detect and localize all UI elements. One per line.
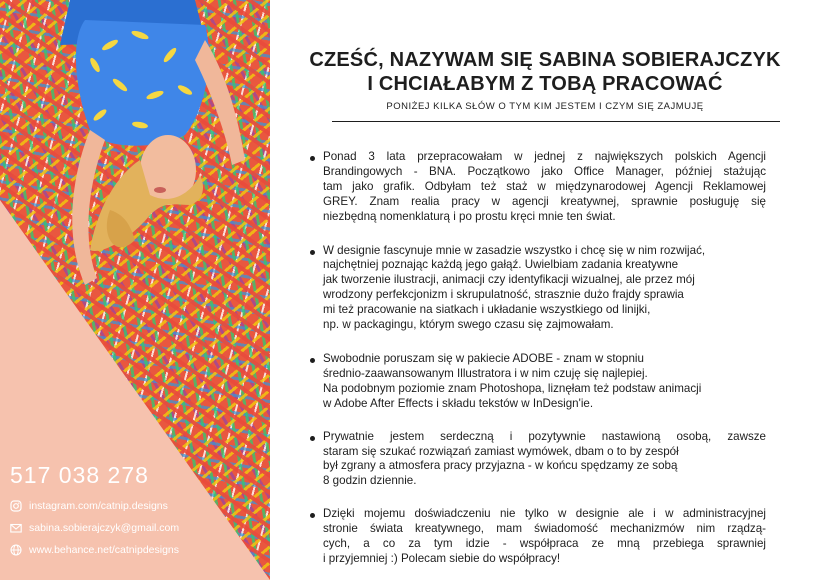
bullet-line: mi też pracowanie na siatkach i układanie wszystkiego od linijki, xyxy=(323,303,651,317)
bullet-summary xyxy=(310,507,766,567)
bullet-experience xyxy=(310,150,766,225)
bullet-list xyxy=(310,150,766,567)
page-title xyxy=(290,48,800,96)
email-link[interactable]: sabina.sobierajczyk@gmail.com xyxy=(29,522,180,534)
divider xyxy=(332,121,780,122)
page-subtitle: PONIŻEJ KILKA SŁÓW O TYM KIM JESTEM I CZYM SIĘ ZAJMUJĘ xyxy=(386,101,704,112)
bullet-line: niezbędną nomenklaturą i po prostu kręci mnie ten świat. xyxy=(323,209,616,223)
website-contact[interactable] xyxy=(10,544,179,556)
phone-number[interactable]: 517 038 278 xyxy=(10,462,149,488)
bullet-line: Ponad 3 lata przepracowałam w jednej z największych polskich Agencji xyxy=(323,150,766,163)
content-area xyxy=(290,0,800,580)
bullet-line: w Adobe After Effects i składu tekstów w InDesign'ie. xyxy=(323,396,594,410)
bullet-personality xyxy=(310,430,766,490)
website-link[interactable]: www.behance.net/catnipdesigns xyxy=(29,544,180,556)
instagram-icon xyxy=(10,500,22,512)
email-contact[interactable] xyxy=(10,522,179,534)
instagram-contact[interactable] xyxy=(10,500,168,512)
email-icon xyxy=(10,522,22,534)
bullet-line: np. w packagingu, którym swego czasu się zajmowałam. xyxy=(323,318,614,332)
bullet-line: cych, a co za tym idzie - współpraca ze mną przebiega sprawniej xyxy=(323,537,766,551)
title-line-1: CZEŚĆ, NAZYWAM SIĘ SABINA SOBIERAJCZYK xyxy=(309,49,781,71)
bullet-line: GREY. Znam realia pracy w agencji kreatywnej, sprawnie posługuję się xyxy=(323,194,766,208)
bullet-line: najchętniej poznając każdą jego gałąź. Uwielbiam zadania kreatywne xyxy=(323,258,679,272)
bullet-line: Dzięki mojemu doświadczeniu nie tylko w designie ale i w administracyjnej xyxy=(323,507,766,521)
title-line-2: I CHCIAŁABYM Z TOBĄ PRACOWAĆ xyxy=(367,73,723,95)
bullet-line: Prywatnie jestem serdeczną i pozytywnie nastawioną osobą, zawsze xyxy=(323,429,766,443)
bullet-line: i przyjemniej :) Polecam siebie do współpracy! xyxy=(323,551,561,565)
bullet-line: jak tworzenie ilustracji, animacji czy identyfikacji wizualnej, ale przez mój xyxy=(323,273,695,287)
bullet-line: 8 godzin dziennie. xyxy=(323,474,417,488)
bullet-line: średnio-zaawansowanym Illustratora i w nim czuję się najlepiej. xyxy=(323,366,648,380)
bullet-line: Brandingowych - BNA. Początkowo jako Office Manager, później stażując xyxy=(323,164,766,178)
bullet-design-passion xyxy=(310,244,766,333)
globe-icon xyxy=(10,544,22,556)
bullet-line: Na podobnym poziomie znam Photoshopa, liznęłam też podstaw animacji xyxy=(323,381,702,395)
bullet-line: staram się szukać rozwiązań zamiast wymówek, dbam o to by zespół xyxy=(323,444,679,458)
bullet-line: Swobodnie poruszam się w pakiecie ADOBE - znam w stopniu xyxy=(323,351,644,365)
bullet-line: był zgrany a atmosfera pracy przyjazna - w końcu spędzamy ze sobą xyxy=(323,459,678,473)
bullet-line: tam jako grafik. Odbyłam też staż w międzynarodowej Agencji Reklamowej xyxy=(323,179,766,193)
bullet-line: W designie fascynuje mnie w zasadzie wszystko i chcę się w nim rozwijać, xyxy=(323,243,706,257)
instagram-link[interactable]: instagram.com/catnip.designs xyxy=(29,500,168,512)
bullet-adobe-skills xyxy=(310,352,766,412)
bullet-line: stronie świata kreatywnego, mam świadomość mechanizmów nim rządzą- xyxy=(323,522,766,536)
bullet-line: wrodzony perfekcjonizm i skrupulatność, strasznie dużo frajdy sprawia xyxy=(323,288,684,302)
photo-panel xyxy=(0,0,270,580)
